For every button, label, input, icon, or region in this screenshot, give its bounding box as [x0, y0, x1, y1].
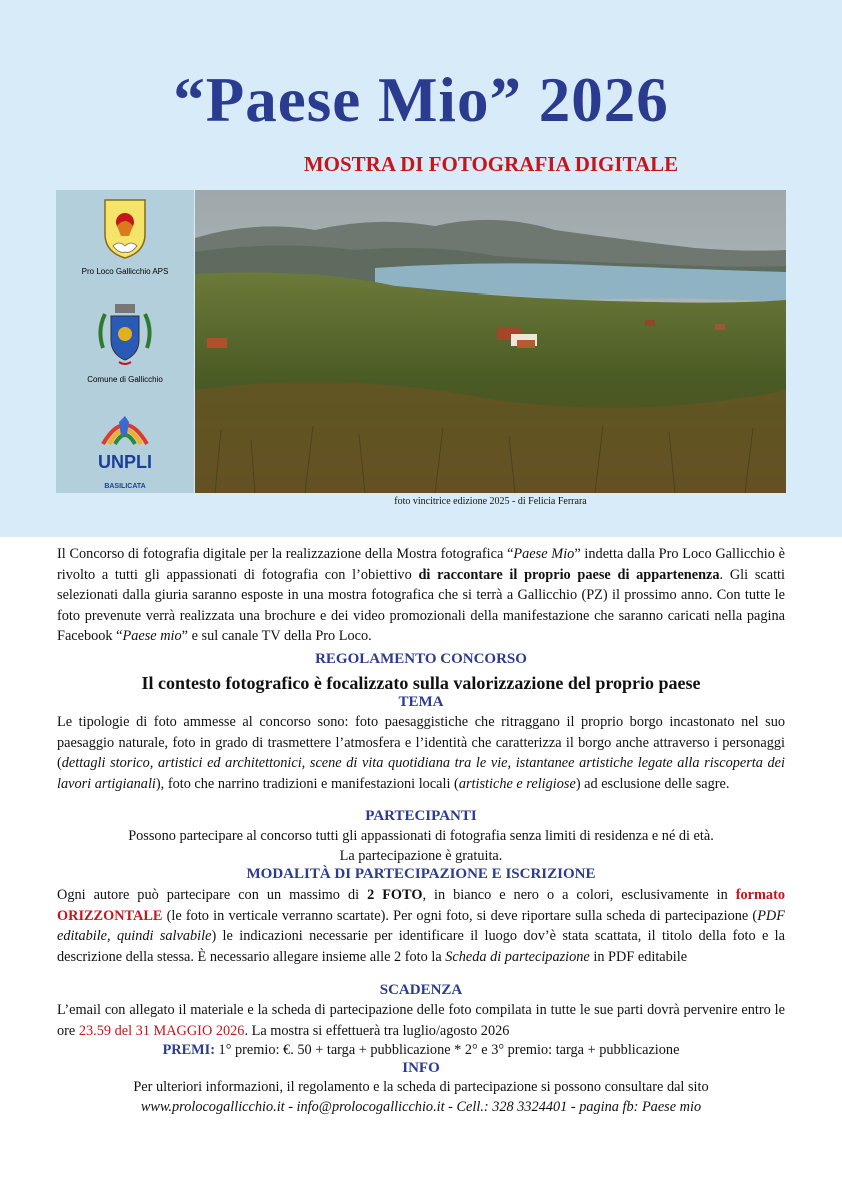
- modalita-text-4: ) le indicazioni necessarie per identificare il luogo dov’è stata scattata, il titolo della foto e la descrizione della stessa. È necessario allegare insieme alle 2 foto la: [57, 928, 785, 965]
- modalita-paragraph: [57, 885, 785, 967]
- logo-column: [56, 190, 194, 493]
- intro-em-2: Paese mio: [122, 628, 182, 644]
- focus-statement: Il contesto fotografico è focalizzato sulla valorizzazione del proprio paese: [141, 673, 701, 693]
- municipal-crest-icon: [95, 300, 155, 370]
- info-heading: INFO: [402, 1060, 440, 1076]
- intro-text-2: ” indetta dalla Pro Loco Gallicchio è rivolto a tutti gli appassionati di fotografia con l’obiettivo: [57, 546, 785, 583]
- tema-text-1: Le tipologie di foto ammesse al concorso sono: foto paesaggistiche che ritraggano il proprio borgo incastonato nel suo paesaggio naturale, foto in grado di trasmettere l’atmosfera e l’identità che caratterizza il borgo anche attraverso i personaggi (: [57, 714, 785, 771]
- landscape-image: [195, 190, 786, 493]
- premi-text: 1° premio: €. 50 + targa + pubblicazione * 2° e 3° premio: targa + pubblicazione: [214, 1042, 680, 1058]
- scadenza-text-1: L’email con allegato il materiale e la scheda di partecipazione delle foto compilata in tutte le sue parti dovrà pervenire entro le ore: [57, 1002, 785, 1039]
- modalita-heading: MODALITÀ DI PARTECIPAZIONE E ISCRIZIONE: [246, 866, 596, 882]
- comune-logo: [56, 300, 194, 384]
- modalita-text-5: in PDF editabile: [589, 948, 688, 965]
- pro-loco-caption: Pro Loco Gallicchio APS: [81, 267, 169, 276]
- page-title: “Paese Mio” 2026: [173, 65, 669, 135]
- rooster-crest-icon: [95, 196, 155, 262]
- unpli-logo: [56, 412, 194, 490]
- unpli-region: BASILICATA: [104, 483, 146, 490]
- unpli-wordmark: UNPLI: [98, 452, 152, 472]
- comune-caption: Comune di Gallicchio: [87, 375, 163, 384]
- unpli-arc-icon: [95, 412, 155, 448]
- modalita-bold: 2 FOTO: [367, 887, 423, 903]
- tema-em-1: dettagli storico, artistici ed architettonici, scene di vita quotidiana tra le vie, istantanee artistiche legate alla riscoperta dei lavori artigianali: [57, 755, 785, 792]
- intro-text-3: . Gli scatti selezionati dalla giuria saranno esposte in una mostra fotografica che si terrà a Gallicchio (PZ) il prossimo anno. Con tutte le foto prevenute verrà realizzata una brochure e dei video promozionali della manifestazione che saranno caricati nella pagina Facebook “: [57, 566, 785, 644]
- premi-line: [0, 1042, 842, 1059]
- modalita-format: formato ORIZZONTALE: [57, 887, 785, 924]
- intro-text-1: Il Concorso di fotografia digitale per la realizzazione della Mostra fotografica “: [57, 546, 514, 562]
- intro-text-4: ” e sul canale TV della Pro Loco.: [181, 628, 372, 644]
- scadenza-paragraph: [57, 1000, 785, 1041]
- premi-label: PREMI:: [162, 1042, 215, 1058]
- regolamento-heading: REGOLAMENTO CONCORSO: [315, 651, 527, 667]
- winning-photo: [195, 190, 786, 493]
- intro-bold: di raccontare il proprio paese di appartenenza: [418, 566, 720, 583]
- modalita-em-1: PDF editabile, quindi salvabile: [57, 907, 785, 944]
- info-line-1: Per ulteriori informazioni, il regolamento e la scheda di partecipazione si possono consultare dal sito: [133, 1079, 709, 1095]
- partecipanti-heading: PARTECIPANTI: [365, 808, 477, 824]
- modalita-text-1: Ogni autore può partecipare con un massimo di: [57, 887, 368, 903]
- scadenza-text-2: . La mostra si effettuerà tra luglio/agosto 2026: [244, 1022, 510, 1039]
- tema-text-2: ), foto che narrino tradizioni e manifestazioni locali (: [155, 775, 459, 792]
- tema-em-2: artistiche e religiose: [458, 775, 576, 792]
- info-contacts: www.prolocogallicchio.it - info@prolocogallicchio.it - Cell.: 328 3324401 - pagina fb: Paese mio: [140, 1099, 702, 1115]
- photo-caption: foto vincitrice edizione 2025 - di Felicia Ferrara: [394, 496, 587, 507]
- intro-paragraph: [57, 544, 785, 647]
- intro-em-1: Paese Mio: [513, 546, 575, 562]
- scadenza-deadline: 23.59 del 31 MAGGIO 2026: [78, 1022, 245, 1039]
- tema-paragraph: [57, 712, 785, 794]
- page-subtitle: MOSTRA DI FOTOGRAFIA DIGITALE: [303, 152, 679, 176]
- tema-text-3: ) ad esclusione delle sagre.: [575, 775, 730, 792]
- modalita-em-2: Scheda di partecipazione: [445, 948, 590, 965]
- partecipanti-line-2: La partecipazione è gratuita.: [339, 848, 503, 864]
- pro-loco-logo: [56, 196, 194, 276]
- modalita-text-2: , in bianco e nero o a colori, esclusivamente in: [422, 887, 736, 903]
- partecipanti-line-1: Possono partecipare al concorso tutti gli appassionati di fotografia senza limiti di residenza e né di età.: [128, 828, 714, 844]
- modalita-text-3: (le foto in verticale verranno scartate). Per ogni foto, si deve riportare sulla scheda di partecipazione (: [162, 907, 758, 924]
- scadenza-heading: SCADENZA: [379, 982, 463, 998]
- tema-heading: TEMA: [398, 694, 444, 710]
